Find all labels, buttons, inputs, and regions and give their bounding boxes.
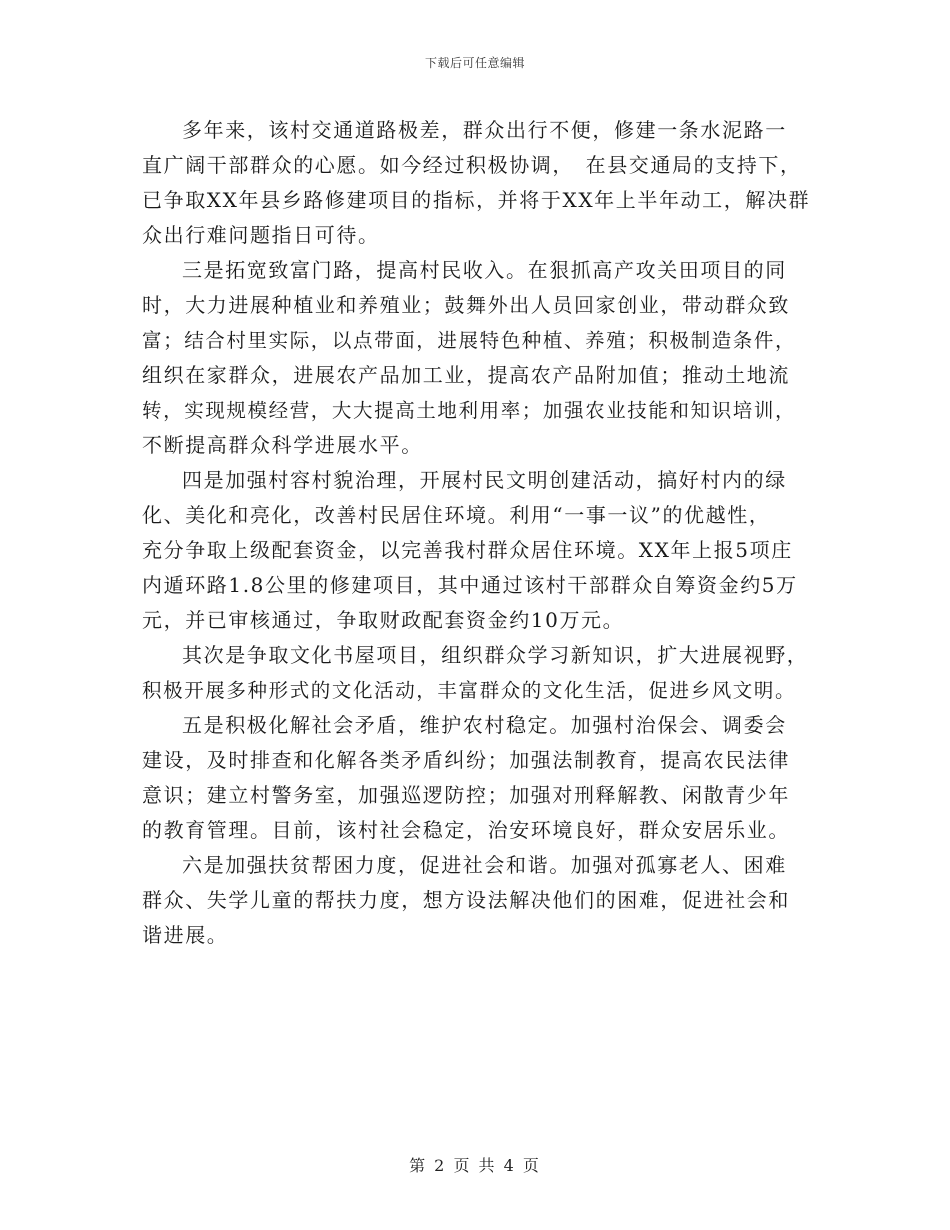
- text-line: 充分争取上级配套资金，以完善我村群众居住环境。XX年上报5项庄: [142, 538, 793, 562]
- text-line: 四是加强村容村貌治理，开展村民文明创建活动，搞好村内的绿: [182, 468, 787, 492]
- text-line: 不断提高群众科学进展水平。: [142, 433, 423, 457]
- text-line: 群众、失学儿童的帮扶力度，想方设法解决他们的困难，促进社会和: [142, 888, 790, 912]
- text-line: 元，并已审核通过，争取财政配套资金约10万元。: [142, 608, 625, 632]
- text-line: 组织在家群众，进展农产品加工业，提高农产品附加值；推动土地流: [142, 363, 790, 387]
- text-line: 时，大力进展种植业和养殖业；鼓舞外出人员回家创业，带动群众致: [142, 293, 790, 317]
- text-line: 转，实现规模经营，大大提高土地利用率；加强农业技能和知识培训，: [142, 399, 797, 422]
- text-line: 化、美化和亮化，改善村民居住环境。利用“一事一议”的优越性，: [142, 503, 771, 527]
- text-line: 六是加强扶贫帮困力度，促进社会和谐。加强对孤寡老人、困难: [182, 853, 787, 877]
- text-line: 直广阔干部群众的心愿。如今经过积极协调， 在县交通局的支持下，: [142, 153, 802, 177]
- text-line: 已争取XX年县乡路修建项目的指标，并将于XX年上半年动工，解决群: [142, 188, 811, 212]
- text-line: 富；结合村里实际，以点带面，进展特色种植、养殖；积极制造条件，: [142, 329, 797, 352]
- text-line: 意识；建立村警务室，加强巡逻防控；加强对刑释解教、闲散青少年: [142, 783, 790, 807]
- page-header-note: 下载后可任意编辑: [424, 56, 525, 70]
- text-line: 建设，及时排查和化解各类矛盾纠纷；加强法制教育，提高农民法律: [142, 748, 790, 772]
- text-line: 其次是争取文化书屋项目，组织群众学习新知识，扩大进展视野，: [182, 643, 809, 667]
- page-number: 第 2 页 共 4 页: [409, 1156, 541, 1175]
- text-line: 五是积极化解社会矛盾，维护农村稳定。加强村治保会、调委会: [182, 713, 787, 737]
- text-line: 三是拓宽致富门路，提高村民收入。在狠抓高产攻关田项目的同: [182, 258, 787, 282]
- text-line: 积极开展多种形式的文化活动，丰富群众的文化生活，促进乡风文明。: [142, 679, 797, 702]
- text-line: 众出行难问题指日可待。: [142, 223, 380, 247]
- text-line: 谐进展。: [142, 923, 229, 947]
- document-body: [142, 113, 810, 953]
- text-line: 的教育管理。目前，该村社会稳定，治安环境良好，群众安居乐业。: [142, 818, 790, 842]
- text-line: 内遁环路1.8公里的修建项目，其中通过该村干部群众自筹资金约5万: [142, 573, 798, 597]
- text-line: 多年来，该村交通道路极差，群众出行不便，修建一条水泥路一: [182, 118, 787, 142]
